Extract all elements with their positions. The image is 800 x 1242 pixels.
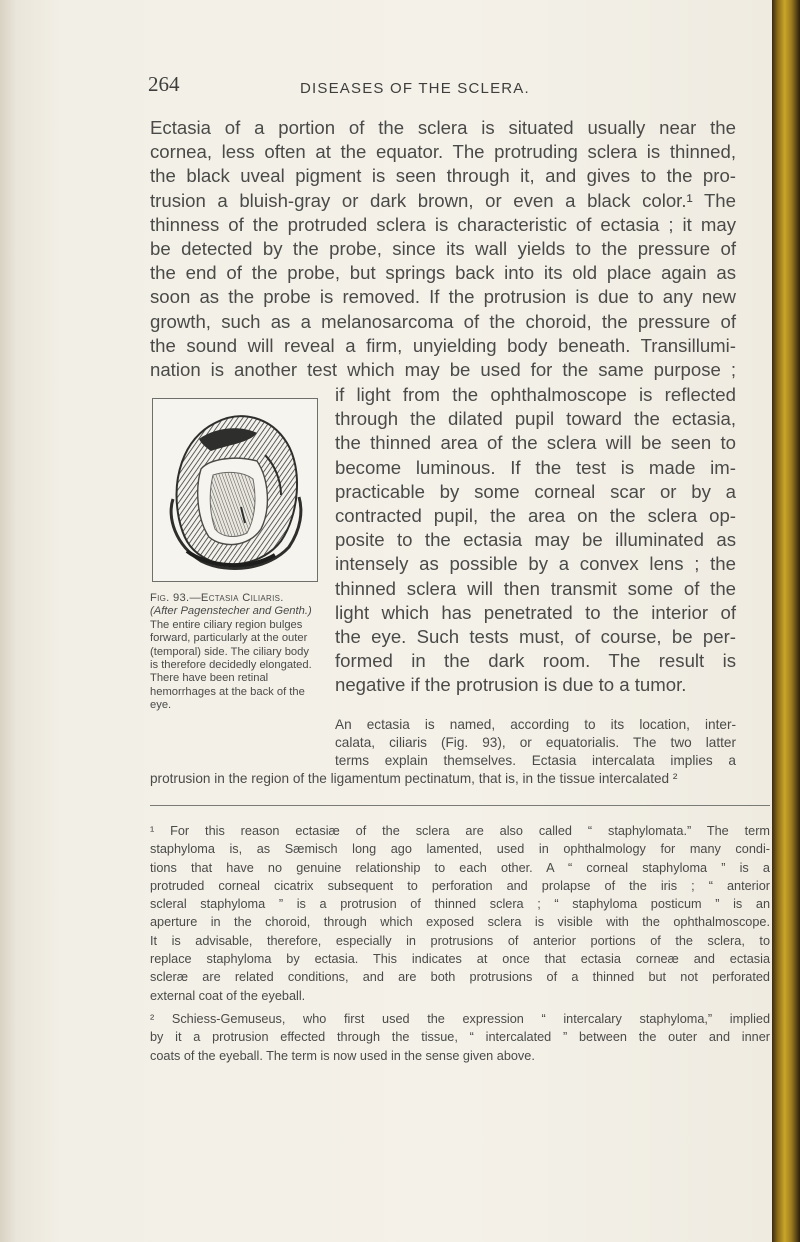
text-line: thinness of the protruded sclera is characteristic of ectasia ; it may bbox=[150, 213, 736, 235]
text-line: intensely as possible by a convex lens ; the bbox=[335, 553, 736, 575]
figure-title: Fig. 93.—Ectasia Ciliaris. bbox=[150, 592, 284, 604]
page-left-edge bbox=[0, 0, 16, 1242]
text-line: light which has penetrated to the interior of bbox=[335, 601, 736, 623]
footnote-line: scleræ are related conditions, and are both protrusions of a thinned but not perforated bbox=[150, 970, 770, 985]
figure-93-illustration bbox=[152, 398, 318, 582]
text-line: soon as the probe is removed. If the protrusion is due to any new bbox=[150, 286, 736, 308]
side-paragraph bbox=[335, 383, 736, 698]
text-line: An ectasia is named, according to its location, inter- bbox=[335, 717, 736, 732]
small-paragraph-continued bbox=[150, 770, 750, 788]
text-line: cornea, less often at the equator. The protruding sclera is thinned, bbox=[150, 141, 736, 163]
footnote-rule bbox=[150, 805, 770, 806]
eye-ectasia-drawing bbox=[153, 399, 317, 581]
text-line: become luminous. If the test is made im- bbox=[335, 456, 736, 478]
footnote-1 bbox=[150, 822, 770, 1005]
text-line: calata, ciliaris (Fig. 93), or equatorialis. The two latter bbox=[335, 735, 736, 751]
figure-caption bbox=[150, 592, 320, 713]
text-line: growth, such as a melanosarcoma of the choroid, the pressure of bbox=[150, 310, 736, 332]
figure-description: The entire ciliary region bulges forward, particularly at the outer (temporal) side. The ciliary body is therefore decidedly elongated. There have been retinal hemorrhages at the back of the eye. bbox=[150, 618, 312, 712]
footnote-line: replace staphyloma by ectasia. This indicates at once that ectasia corneæ and ectasia bbox=[150, 952, 770, 967]
book-spine-edge bbox=[772, 0, 800, 1242]
footnote-line: ¹ For this reason ectasiæ of the sclera are also called “ staphylomata.” The term bbox=[150, 824, 770, 838]
footnote-line: coats of the eyeball. The term is now used in the sense given above. bbox=[150, 1048, 535, 1063]
footnote-line: aperture in the choroid, through which exposed sclera is visible with the ophthalmoscope. bbox=[150, 915, 770, 930]
text-line: thinned sclera will then transmit some of the bbox=[335, 577, 736, 599]
text-line: the sound will reveal a firm, unyielding body beneath. Transillumi- bbox=[150, 334, 736, 356]
footnote-line: protruded corneal cicatrix subsequent to perforation and prolapse of the iris ; “ anterior bbox=[150, 878, 770, 893]
text-line: Ectasia of a portion of the sclera is situated usually near the bbox=[150, 117, 736, 138]
footnote-line: external coat of the eyeball. bbox=[150, 988, 306, 1003]
page-header bbox=[148, 72, 668, 108]
text-line: terms explain themselves. Ectasia intercalata implies a bbox=[335, 753, 736, 769]
running-head: DISEASES OF THE SCLERA. bbox=[300, 80, 530, 97]
page-number: 264 bbox=[148, 72, 180, 96]
text-line: the end of the probe, but springs back into its old place again as bbox=[150, 262, 736, 284]
small-paragraph bbox=[335, 716, 736, 771]
footnote-line: ² Schiess-Gemuseus, who first used the expression “ intercalary staphyloma,” implied bbox=[150, 1012, 770, 1026]
text-line: through the dilated pupil toward the ectasia, bbox=[335, 408, 736, 430]
text-line: formed in the dark room. The result is bbox=[335, 650, 736, 672]
text-line: trusion a bluish-gray or dark brown, or even a black color.¹ The bbox=[150, 189, 736, 211]
text-line: negative if the protrusion is due to a tumor. bbox=[335, 674, 687, 696]
text-line: contracted pupil, the area on the sclera op- bbox=[335, 505, 736, 527]
footnote-line: It is advisable, therefore, especially in protrusions of anterior portions of the sclera, to bbox=[150, 933, 770, 948]
text-line: the eye. Such tests must, of course, be per- bbox=[335, 626, 736, 648]
text-line: nation is another test which may be used for the same purpose ; bbox=[150, 359, 736, 381]
text-line: practicable by some corneal scar or by a bbox=[335, 480, 736, 502]
footnote-line: scleral staphyloma ” is a protrusion of thinned sclera ; “ staphyloma posticum ” is an bbox=[150, 897, 770, 912]
main-paragraph bbox=[150, 116, 736, 382]
text-line: posite to the ectasia may be illuminated as bbox=[335, 529, 736, 551]
footnote-line: staphyloma is, as Sæmisch long ago lamented, used in ophthalmology for many condi- bbox=[150, 842, 770, 857]
footnote-line: tions that have no genuine relationship to each other. A “ corneal staphyloma ” is a bbox=[150, 860, 770, 875]
text-line: the thinned area of the sclera will be seen to bbox=[335, 432, 736, 454]
text-line: the black uveal pigment is seen through it, and gives to the pro- bbox=[150, 165, 736, 187]
text-line: if light from the ophthalmoscope is reflected bbox=[335, 384, 736, 405]
figure-credit: (After Pagenstecher and Genth.) bbox=[150, 605, 312, 618]
footnote-2 bbox=[150, 1010, 770, 1065]
text-line: protrusion in the region of the ligamentum pectinatum, that is, in the tissue intercalated ² bbox=[150, 771, 678, 786]
text-line: be detected by the probe, since its wall yields to the pressure of bbox=[150, 238, 736, 260]
footnote-line: by it a protrusion effected through the tissue, “ intercalated ” between the outer and inner bbox=[150, 1030, 770, 1045]
